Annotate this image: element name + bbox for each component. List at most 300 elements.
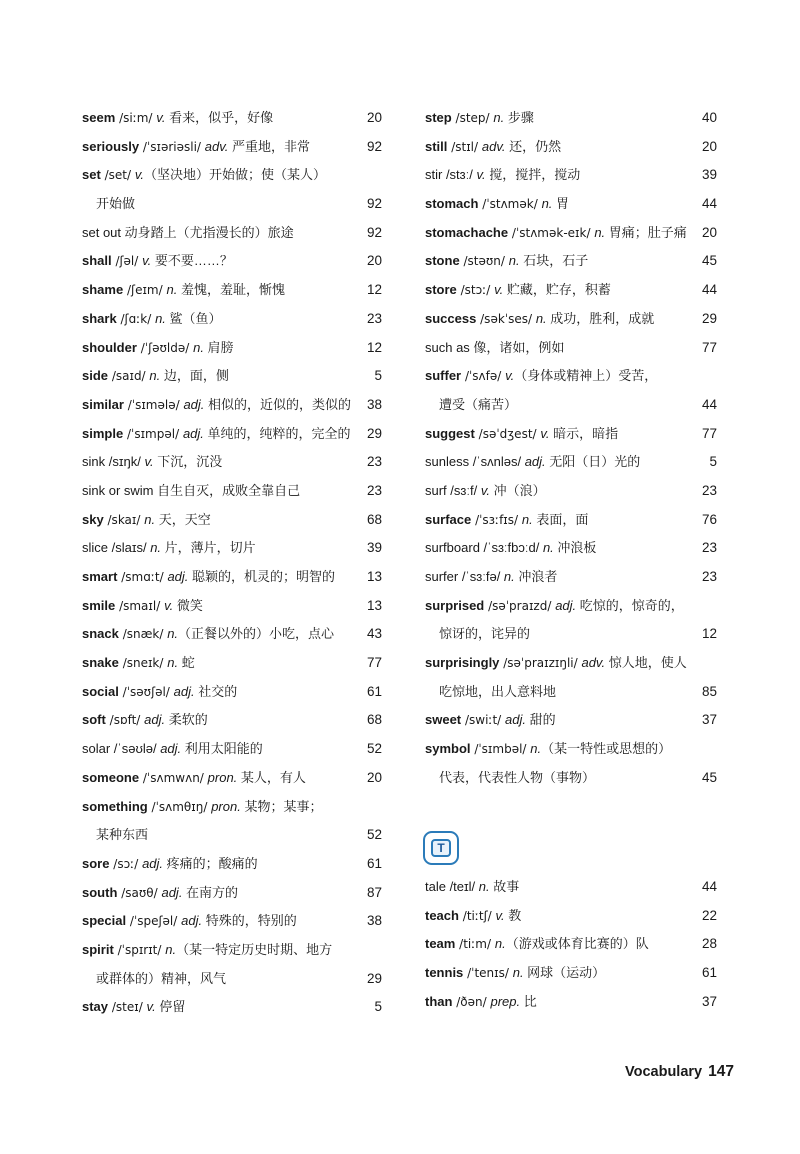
page-reference: 45 (701, 253, 717, 269)
page-reference: 20 (366, 253, 382, 269)
headword: surprisingly (425, 655, 500, 671)
page-reference: 77 (701, 425, 717, 441)
definition: 还，仍然 (505, 138, 562, 154)
definition: 惊人地，使人 (605, 655, 687, 671)
definition: （某一特定历史时期、地方 (176, 941, 333, 957)
entry-line (425, 873, 717, 902)
vocab-entry (425, 592, 717, 649)
definition: 暗示，暗指 (549, 425, 619, 441)
page-reference: 92 (366, 196, 382, 212)
vocab-entry (425, 247, 717, 276)
entry-text (82, 907, 297, 936)
page-reference: 12 (701, 626, 717, 642)
vocab-entry (425, 362, 717, 419)
page-reference: 37 (701, 993, 717, 1009)
page-reference: 5 (374, 368, 382, 384)
entry-text (425, 334, 564, 363)
headword: sore (82, 855, 110, 871)
headword: similar (82, 396, 124, 412)
entry-line (82, 534, 382, 563)
entry-text (82, 247, 233, 276)
part-of-speech: v. (495, 907, 505, 923)
phonetic: /stɪl/ (447, 139, 482, 154)
part-of-speech: v. (156, 110, 166, 125)
entry-text (82, 133, 310, 162)
vocab-entry (425, 477, 717, 506)
definition: （坚决地）开始做；使（某人） (144, 167, 327, 183)
definition: 社交的 (194, 683, 238, 699)
page-reference: 12 (366, 282, 382, 298)
phonetic: /ˈsʌmθɪŋ/ (147, 799, 212, 814)
part-of-speech: n. (521, 511, 533, 527)
part-of-speech: adj. (505, 712, 526, 728)
headword: store (425, 282, 457, 298)
definition: 停留 (155, 999, 186, 1015)
part-of-speech: n. (535, 310, 547, 326)
part-of-speech: pron. (207, 769, 238, 785)
right-column (425, 104, 717, 793)
entry-line (82, 133, 382, 162)
vocab-entry (425, 649, 717, 706)
vocab-entry (82, 907, 382, 936)
page-reference: 23 (701, 482, 717, 498)
phonetic: /saʊθ/ (117, 885, 162, 900)
entry-line (82, 420, 382, 449)
definition: 搅，搅拌，搅动 (485, 167, 581, 183)
page-reference: 85 (701, 683, 717, 699)
definition: 胃痛；肚子痛 (605, 224, 687, 240)
entry-text (425, 649, 687, 678)
headword: spirit (82, 941, 114, 957)
continuation-text: 惊讶的，诧异的 (439, 626, 531, 642)
vocab-entry (82, 334, 382, 363)
entry-text (425, 362, 657, 391)
entry-line (425, 276, 717, 305)
entry-continuation (82, 821, 382, 850)
headword: still (425, 138, 448, 154)
vocab-entry (425, 706, 717, 735)
definition: 下沉，沉没 (153, 454, 223, 470)
entry-line (82, 706, 382, 735)
vocab-entry (425, 305, 717, 334)
headword: surface (425, 511, 472, 527)
definition: surf /sɜːf/ (425, 482, 481, 498)
headword: success (425, 310, 477, 326)
entry-text (82, 506, 211, 535)
part-of-speech: adv. (204, 138, 229, 154)
part-of-speech: prep. (490, 993, 521, 1009)
definition: 疼痛的；酸痛的 (163, 855, 258, 871)
definition: （游戏或体育比赛的）队 (505, 936, 649, 952)
headword: soft (82, 712, 106, 728)
definition: 冲（浪） (489, 482, 546, 498)
t-section-list (425, 873, 717, 1016)
vocab-entry (425, 420, 717, 449)
headword: sweet (425, 712, 462, 728)
vocab-entry (425, 959, 717, 988)
section-letter: T (437, 841, 445, 855)
vocab-entry (425, 563, 717, 592)
entry-text (82, 104, 273, 133)
entry-line (425, 190, 717, 219)
definition: 严重地，非常 (228, 138, 311, 154)
entry-line (425, 592, 717, 621)
entry-line (82, 620, 382, 649)
entry-line (425, 930, 717, 959)
phonetic: /ʃɑːk/ (116, 311, 156, 326)
entry-text (82, 592, 203, 621)
phonetic: /siːm/ (115, 111, 157, 125)
part-of-speech: adj. (181, 913, 203, 929)
part-of-speech: n. (478, 879, 490, 894)
definition: set out 动身踏上（尤指漫长的）旅途 (82, 224, 294, 240)
entry-line (425, 420, 717, 449)
part-of-speech: n. (149, 368, 161, 384)
page-reference: 23 (366, 310, 382, 326)
vocab-entry (425, 735, 717, 792)
entry-text (425, 219, 687, 248)
entry-text (82, 764, 306, 793)
part-of-speech: pron. (211, 798, 241, 814)
entry-line (82, 276, 382, 305)
entry-text (82, 305, 222, 334)
phonetic: /skaɪ/ (103, 512, 145, 527)
headword: side (82, 368, 109, 384)
page-reference: 52 (366, 827, 382, 843)
phonetic: /steɪ/ (108, 1000, 147, 1015)
entry-text (425, 735, 671, 764)
headword: sky (82, 511, 104, 527)
phonetic: /ʃeɪm/ (123, 283, 167, 298)
page-reference: 20 (701, 138, 717, 154)
phonetic: /tiːtʃ/ (458, 908, 496, 923)
headword: stomachache (425, 224, 509, 240)
part-of-speech: n. (542, 540, 554, 556)
part-of-speech: adv. (481, 138, 506, 154)
page-reference: 5 (374, 999, 382, 1015)
entry-line (425, 334, 717, 363)
definition: stir /stɜː/ (425, 167, 477, 183)
part-of-speech: adj. (142, 855, 164, 871)
definition: such as 像，诸如，例如 (425, 339, 565, 355)
entry-text (425, 161, 580, 190)
continuation-text: 遭受（痛苦） (439, 396, 518, 412)
page-reference: 29 (366, 970, 382, 986)
definition: 石块，石子 (519, 253, 589, 269)
entry-line (82, 879, 382, 908)
footer-label: Vocabulary (625, 1064, 703, 1080)
part-of-speech: v. (144, 454, 154, 470)
definition: 利用太阳能的 (181, 741, 263, 757)
vocab-entry (82, 247, 382, 276)
entry-text (82, 850, 258, 879)
vocab-entry (82, 936, 382, 993)
phonetic: /ˈsɜːfɪs/ (471, 512, 522, 527)
vocab-entry (425, 334, 717, 363)
vocab-entry (82, 850, 382, 879)
continuation-text: 开始做 (96, 196, 136, 212)
part-of-speech: n. (167, 655, 179, 671)
entry-text (425, 988, 537, 1017)
definition: 网球（运动） (523, 965, 606, 981)
entry-line (425, 477, 717, 506)
phonetic: /ˈsʌfə/ (461, 369, 506, 384)
entry-line (425, 735, 717, 764)
part-of-speech: n. (166, 282, 178, 298)
vocab-entry (82, 104, 382, 133)
headword: shoulder (82, 339, 137, 355)
entry-text (425, 247, 588, 276)
entry-line (82, 305, 382, 334)
page-reference: 20 (366, 110, 382, 125)
phonetic: /ˈsʌmwʌn/ (139, 770, 208, 785)
headword: something (82, 798, 148, 814)
definition: 微笑 (173, 597, 203, 613)
phonetic: /ˈʃəʊldə/ (136, 340, 194, 355)
vocab-entry (82, 764, 382, 793)
headword: snack (82, 626, 119, 642)
vocab-entry (425, 506, 717, 535)
definition: 特殊的，特别的 (202, 913, 297, 929)
page-reference: 61 (701, 965, 717, 981)
entry-line (82, 161, 382, 190)
definition: 看来，似乎，好像 (165, 110, 274, 125)
headword: smile (82, 597, 116, 613)
vocab-entry (82, 620, 382, 649)
entry-continuation (425, 391, 717, 420)
page-reference: 44 (701, 282, 717, 298)
headword: south (82, 884, 118, 900)
part-of-speech: v. (142, 253, 152, 269)
headword: tennis (425, 965, 464, 981)
phonetic: /ˈstʌmək/ (478, 197, 542, 212)
phonetic: /ˈsɪmpəl/ (123, 426, 183, 441)
vocab-entry (82, 219, 382, 248)
entry-line (82, 678, 382, 707)
part-of-speech: v. (540, 425, 550, 441)
page-reference: 20 (701, 224, 717, 240)
entry-text (425, 930, 649, 959)
entry-line (425, 219, 717, 248)
definition: surfboard /ˈsɜːfbɔːd/ (425, 540, 543, 556)
page-reference: 39 (366, 540, 382, 556)
definition: 胃 (552, 196, 570, 212)
entry-continuation (425, 620, 717, 649)
phonetic: /tiːm/ (455, 937, 495, 952)
entry-text (82, 534, 256, 563)
definition: （身体或精神上）受苦， (514, 368, 658, 384)
part-of-speech: adj. (183, 396, 205, 412)
phonetic: /ˈtenɪs/ (463, 966, 513, 981)
headword: shame (82, 282, 124, 298)
definition: 教 (504, 907, 522, 923)
definition: 冲浪者 (514, 569, 558, 584)
headword: special (82, 913, 127, 929)
part-of-speech: adj. (182, 425, 204, 441)
part-of-speech: adj. (144, 712, 166, 728)
definition: solar /ˈsəʊlə/ (82, 741, 161, 757)
entry-line (82, 563, 382, 592)
entry-line (425, 362, 717, 391)
page-reference: 77 (366, 655, 382, 671)
vocab-entry (82, 592, 382, 621)
entry-line (82, 993, 382, 1022)
part-of-speech: n. (512, 965, 524, 981)
phonetic: /stəʊn/ (459, 254, 509, 269)
definition: 吃惊的，惊奇的， (576, 597, 684, 613)
entry-line (82, 907, 382, 936)
part-of-speech: adj. (160, 741, 182, 757)
vocab-entry (82, 477, 382, 506)
part-of-speech: v. (505, 368, 515, 384)
entry-line (82, 764, 382, 793)
part-of-speech: n. (494, 936, 506, 952)
headword: symbol (425, 741, 471, 757)
vocab-entry (82, 391, 382, 420)
page-reference: 37 (701, 712, 717, 728)
entry-text (82, 420, 351, 449)
headword: suggest (425, 425, 475, 441)
page-reference: 28 (701, 936, 717, 952)
part-of-speech: n. (155, 310, 166, 326)
headword: shark (82, 310, 117, 326)
entry-text (425, 959, 605, 988)
phonetic: /ˈsɪmbəl/ (470, 742, 531, 757)
vocab-entry (82, 161, 382, 218)
phonetic: /səˈpraɪzd/ (484, 598, 556, 613)
entry-line (82, 793, 382, 822)
entry-text (82, 362, 229, 391)
page-reference: 38 (366, 396, 382, 412)
page-reference: 13 (366, 569, 382, 584)
vocab-entry (82, 993, 382, 1022)
entry-line (82, 649, 382, 678)
phonetic: /sneɪk/ (118, 656, 168, 671)
part-of-speech: n. (193, 339, 204, 355)
vocab-entry (425, 276, 717, 305)
vocab-entry (82, 678, 382, 707)
phonetic: /snæk/ (118, 627, 168, 642)
phonetic: /ˈstʌmək-eɪk/ (508, 225, 595, 240)
vocab-entry (425, 133, 717, 162)
vocab-entry (425, 930, 717, 959)
entry-text (425, 276, 611, 305)
entry-line (425, 133, 717, 162)
headword: teach (425, 907, 459, 923)
definition: 某人，有人 (237, 769, 306, 785)
entry-text (82, 678, 237, 707)
entry-continuation (82, 965, 382, 994)
entry-line (82, 219, 382, 248)
page-reference: 61 (366, 855, 382, 871)
entry-line (425, 161, 717, 190)
definition: sunless /ˈsʌnləs/ (425, 454, 525, 470)
headword: stomach (425, 196, 479, 212)
vocab-entry (425, 902, 717, 931)
page-reference: 5 (709, 454, 717, 470)
entry-line (425, 959, 717, 988)
vocab-entry (82, 793, 382, 850)
phonetic: /swiːt/ (461, 713, 506, 728)
definition: 柔软的 (165, 712, 208, 728)
vocab-entry (82, 735, 382, 764)
page-reference: 39 (701, 167, 717, 183)
part-of-speech: v. (164, 597, 174, 613)
entry-text (82, 620, 334, 649)
definition: 蛇 (178, 655, 195, 671)
definition: 比 (520, 993, 537, 1009)
page-reference: 29 (701, 310, 717, 326)
entry-line (425, 902, 717, 931)
part-of-speech: n. (150, 540, 162, 556)
vocab-entry (425, 219, 717, 248)
part-of-speech: adj. (167, 569, 189, 584)
definition: 要不要……？ (151, 253, 233, 269)
entry-text (82, 276, 285, 305)
definition: 贮藏，贮存，积蓄 (503, 282, 611, 298)
phonetic: /ʃəl/ (111, 254, 143, 269)
vocab-entry (82, 506, 382, 535)
definition: 无阳（日）光的 (545, 454, 641, 470)
part-of-speech: v. (134, 167, 145, 183)
vocab-entry (425, 161, 717, 190)
definition: 在南方的 (182, 884, 239, 900)
page-reference: 68 (366, 511, 382, 527)
headword: stone (425, 253, 460, 269)
entry-line (82, 391, 382, 420)
page-reference: 45 (701, 769, 717, 785)
vocab-entry (82, 420, 382, 449)
part-of-speech: n. (165, 941, 177, 957)
phonetic: /set/ (100, 168, 135, 183)
entry-text (82, 649, 195, 678)
part-of-speech: adj. (524, 454, 546, 470)
page-reference: 22 (701, 907, 717, 923)
headword: set (82, 167, 101, 183)
entry-text (82, 735, 263, 764)
page-reference: 52 (366, 741, 382, 757)
definition: 鲨（鱼） (165, 310, 222, 326)
part-of-speech: n. (530, 741, 542, 757)
entry-line (425, 988, 717, 1017)
headword: simple (82, 425, 124, 441)
page-reference: 23 (366, 482, 382, 498)
entry-line (82, 506, 382, 535)
headword: step (425, 110, 452, 125)
phonetic: /səˈpraɪzɪŋli/ (499, 656, 582, 671)
entry-line (425, 448, 717, 477)
entry-line (82, 247, 382, 276)
part-of-speech: adj. (173, 683, 195, 699)
definition: 边，面，侧 (160, 368, 229, 384)
page-reference: 61 (366, 683, 382, 699)
page-reference: 38 (366, 913, 382, 929)
footer-page-number: 147 (708, 1063, 734, 1080)
headword: shall (82, 253, 112, 269)
part-of-speech: n. (508, 253, 520, 269)
definition: 某物；某事； (240, 798, 323, 814)
phonetic: /ˈsɪəriəsli/ (139, 139, 205, 154)
page-reference: 23 (701, 540, 717, 556)
phonetic: /ˈsəʊʃəl/ (118, 684, 174, 699)
part-of-speech: v. (476, 167, 486, 183)
entry-text (82, 334, 234, 363)
vocab-entry (82, 534, 382, 563)
entry-line (82, 104, 382, 133)
entry-text (425, 706, 556, 735)
entry-line (425, 649, 717, 678)
headword: suffer (425, 368, 462, 384)
